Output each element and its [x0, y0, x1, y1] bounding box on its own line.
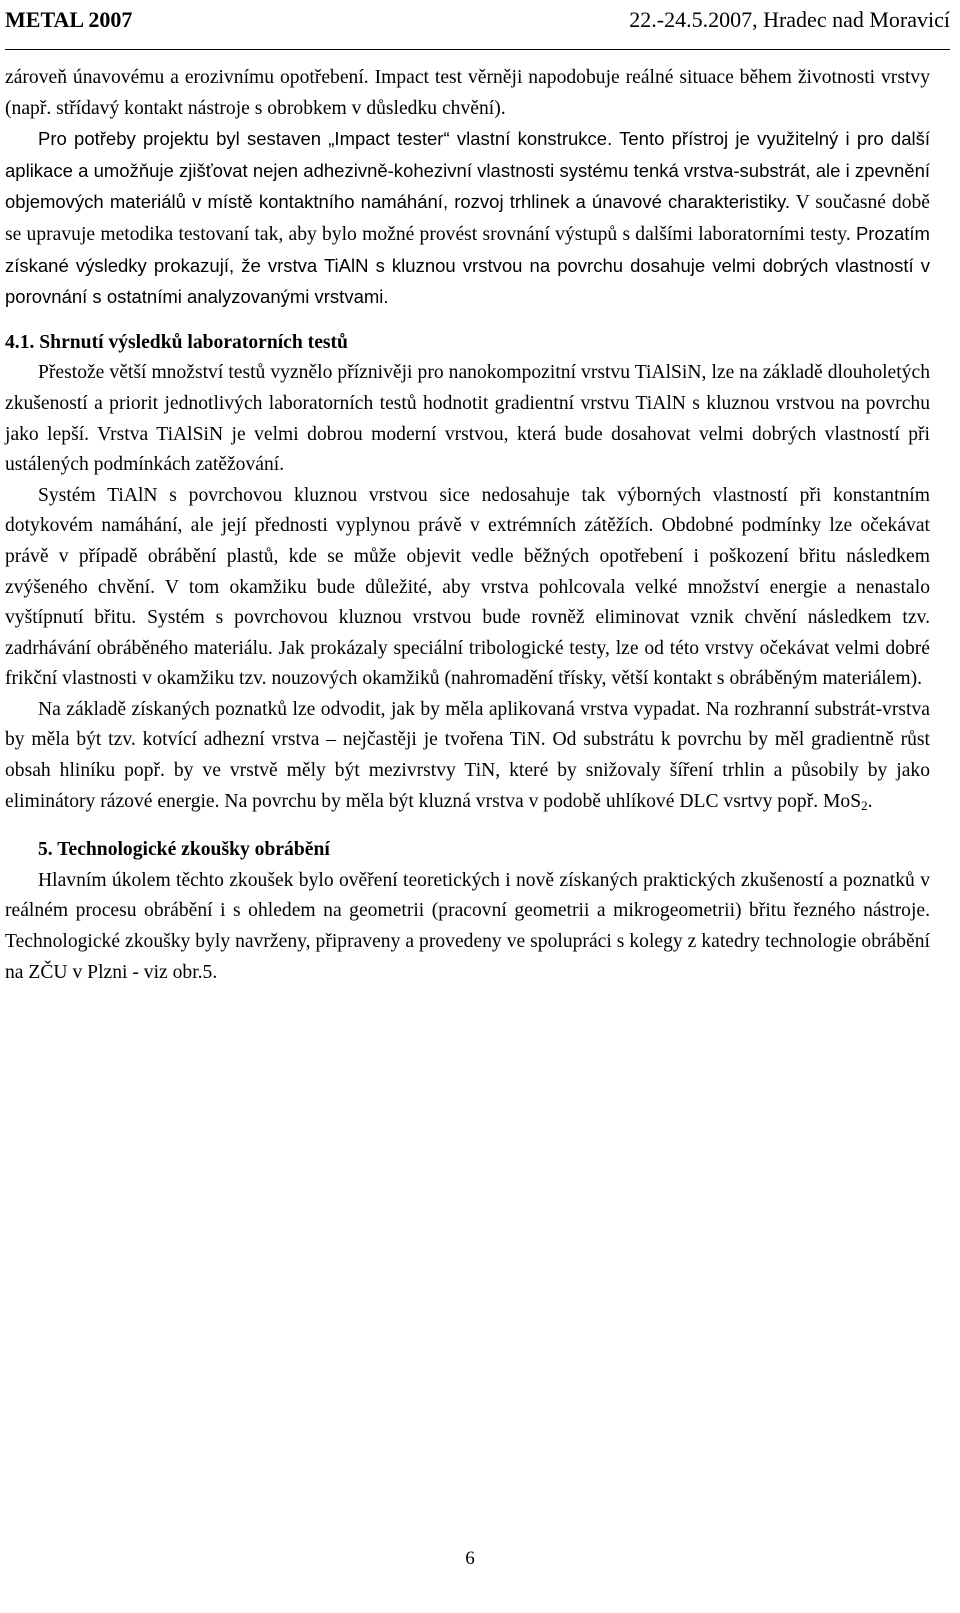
page-number: 6: [465, 1548, 475, 1569]
section-4-1-text-3: Na základě získaných poznatků lze odvodit, jak by měla aplikovaná vrstva vypadat. Na rozhranní substrát-vrstva by měla být tzv. kotvící adhezní vrstva – nejčastěji je tvořena TiN. Od substrátu k povrchu by měl gradientně růst obsah hliníku popř. by ve vrstvě měly být mezivrstvy TiN, které by snižovaly šíření trhlin a působily by jako eliminátory rázové energie. Na povrchu by měla být kluzná vrstva v podobě uhlíkové DLC vsrtvy popř. MoS: [5, 698, 930, 812]
section-4-1-text-3-end: .: [867, 790, 873, 812]
impact-tester-text: Pro potřeby projektu byl sestaven „Impact tester“ vlastní konstrukce. Tento přístroj je využitelný i pro další aplikace a umožňuje zjišťovat nejen adhezivně-kohezivní vlastnosti systému tenká vrstva-substrát, ale i zpevnění objemových materiálů v místě kontaktního namáhání, rozvoj trhlinek a únavové charakteristiky.: [5, 128, 930, 213]
section-4-1-paragraph-2: [5, 481, 930, 695]
section-5-text: Hlavním úkolem těchto zkoušek bylo ověření teoretických i nově získaných praktických zkušeností a poznatků v reálném procesu obrábění i s ohledem na geometrii (pracovní geometrii a mikrogeometrii) břitu řezného nástroje. Technologické zkoušky byly navrženy, připraveny a provedeny ve spolupráci s kolegy z katedry technologie obrábění na ZČU v Plzni - viz obr.5.: [5, 869, 930, 983]
section-5-paragraph: [5, 866, 930, 988]
spacer: [5, 314, 930, 328]
section-4-1-text-2: Systém TiAlN s povrchovou kluznou vrstvou sice nedosahuje tak výborných vlastností při konstantním dotykovém namáhání, ale její přednosti vyplynou právě v extrémních zátěžích. Obdobné podmínky lze očekávat právě v případě obrábění plastů, kde se může objevit vedle běžných opotřebení i poškození břitu následkem zvýšeného chvění. V tom okamžiku bude důležité, aby vrstva pohlcovala velké množství energie a nenastalo vyštípnutí břitu. Systém s povrchovou kluznou vrstvou bude rovněž eliminovat vznik chvění následkem tzv. zadrhávání obráběného materiálu. Jak prokázaly speciální tribologické testy, lze od této vrstvy očekávat velmi dobré frikční vlastnosti v okamžiku tzv. nouzových okamžiků (nahromadění třísky, větší kontakt s obráběným materiálem).: [5, 484, 930, 690]
methodology-text: V současné době se upravuje metodika testovaní tak, aby bylo možné provést srovnání výstupů s dalšími laboratorními testy.: [5, 192, 930, 245]
spacer: [5, 817, 930, 835]
intro-paragraph: [5, 63, 930, 124]
impact-tester-paragraph: [5, 124, 930, 314]
section-4-1-heading: 4.1. Shrnutí výsledků laboratorních testů: [5, 331, 348, 353]
section-4-1-text-1: Přestože větší množství testů vyznělo příznivěji pro nanokompozitní vrstvu TiAlSiN, lze na základě dlouholetých zkušeností a priorit jednotlivých laboratorních testů hodnotit gradientní vrstvu TiAlN s kluznou vrstvou na povrchu jako lepší. Vrstva TiAlSiN je velmi dobrou moderní vrstvou, která bude dosahovat velmi dobrých vlastností při ustálených podmínkách zatěžování.: [5, 362, 930, 476]
main-content: [5, 63, 930, 988]
conference-date-location: 22.-24.5.2007, Hradec nad Moravicí: [629, 7, 950, 32]
results-text: Prozatím získané výsledky prokazují, že vrstva TiAlN s kluznou vrstvou na povrchu dosahuje velmi dobrých vlastností v porovnání s ostatními analyzovanými vrstvami.: [5, 222, 930, 308]
header-rule: [5, 49, 950, 50]
mos2-subscript: 2: [861, 797, 868, 813]
intro-text: zároveň únavovému a erozivnímu opotřebení. Impact test věrněji napodobuje reálné situace během životnosti vrstvy (např. střídavý kontakt nástroje s obrobkem v důsledku chvění).: [5, 67, 930, 119]
running-header: [5, 0, 950, 40]
section-5-heading: 5. Technologické zkoušky obrábění: [38, 839, 330, 861]
section-4-1-paragraph-1: [5, 358, 930, 480]
conference-title: METAL 2007: [5, 7, 133, 32]
section-4-1-paragraph-3: [5, 695, 930, 817]
